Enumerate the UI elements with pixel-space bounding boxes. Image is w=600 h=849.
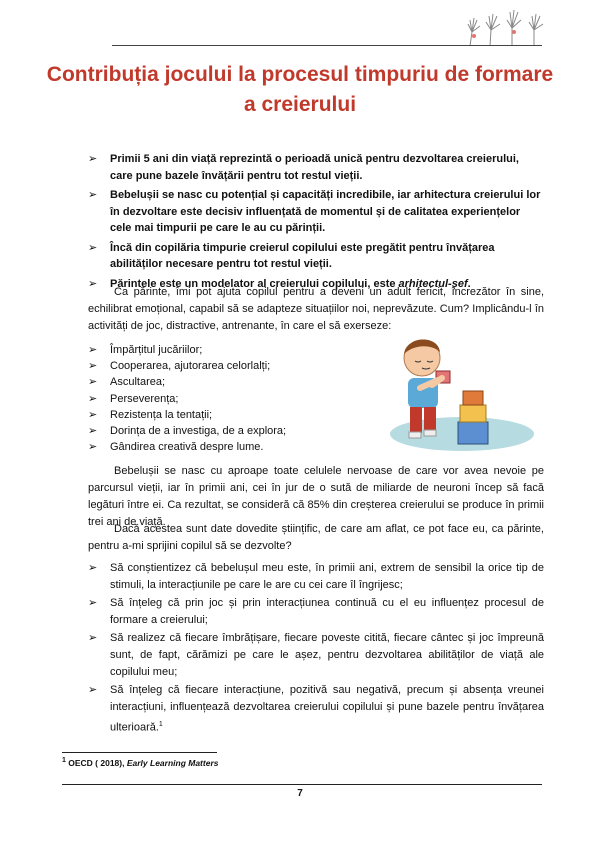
emphasis-text: arhitectul-șef [398,277,468,290]
list-item: ➢ Gândirea creativă despre lume. [88,439,348,455]
list-item: ➢ Să realizez că fiecare îmbrățișare, fiecare poveste citită, fiecare cântec și joc împreună sunt, de fapt, cărămizi pe care le așez, pentru dezvoltarea abilităților de viață ale copilului meu; [88,632,544,678]
list-item: ➢ Împărțitul jucăriilor; [88,342,348,358]
arrow-bullet-icon: ➢ [88,277,98,290]
list-item: ➢ Ascultarea; [88,374,348,390]
list-item: ➢ Dorința de a investiga, de a explora; [88,423,348,439]
raised-hands-logo-icon [464,6,546,48]
title-line-2: a creierului [243,93,357,116]
list-item: ➢ Să conștientizez că bebelușul meu este, în primii ani, extrem de sensibil la orice tip de stimuli, la interacțiunile pe care le are cu cei care îl îngrijesc; [88,562,544,591]
arrow-bullet-icon: ➢ [88,632,98,644]
paragraph-neurons: Bebelușii se nasc cu aproape toate celulele nervoase de care vor avea nevoie pe parcursul vieții, iar în primii ani, cei în jur de o sută de miliarde de neuroni încep să facă legături între ei. Ca rezultat, se consideră că 85% din creșterea creierului se produce în primii trei ani de viață. [88,465,544,528]
arrow-bullet-icon: ➢ [88,376,98,389]
arrow-bullet-icon: ➢ [88,360,98,373]
footnote: $^1$ OECD ( 2018), Early Learning Matters [62,757,219,768]
arrow-bullet-icon: ➢ [88,562,98,574]
header-rule [112,45,542,46]
list-item: ➢ Să înțeleg că prin joc și prin interacțiunea continuă cu el eu influențez procesul de formare a creierului; [88,597,544,626]
parent-actions-list [88,560,544,738]
list-item: ➢ Părintele este un modelator al creierului copilului, este arhitectul-șef. [88,276,544,293]
key-points-list [88,151,544,295]
arrow-bullet-icon: ➢ [88,344,98,356]
page-number: 7 [297,788,303,799]
list-item: ➢ Să înțeleg că fiecare interacțiune, pozitivă sau negativă, precum și absența vreunei interacțiuni, influențează dezvoltarea creierului copilului și pune bazele pentru învățarea ulterioară.$^1$ [88,684,544,734]
arrow-bullet-icon: ➢ [88,425,98,438]
arrow-bullet-icon: ➢ [88,408,98,421]
arrow-bullet-icon: ➢ [88,153,98,165]
arrow-bullet-icon: ➢ [88,441,98,454]
footnote-separator [62,752,217,753]
arrow-bullet-icon: ➢ [88,392,98,405]
list-item: ➢ Rezistența la tentații; [88,407,348,423]
arrow-bullet-icon: ➢ [88,597,98,609]
skills-list [88,342,348,455]
title-line-1: Contribuția jocului la procesul timpuriu de formare [46,63,554,86]
boy-stacking-blocks-illustration [380,330,545,455]
list-item: ➢ Încă din copilăria timpurie creierul copilului este pregătit pentru învățarea abilităților necesare pentru tot restul vieții. [88,241,495,270]
list-item: ➢ Primii 5 ani din viață reprezintă o perioadă unică pentru dezvoltarea creierului, care pune bazele învățării pentru tot restul vieții. [88,153,519,182]
paragraph-question: Dacă acestea sunt date dovedite științific, de care am aflat, ce pot face eu, ca părinte, pentru a-mi sprijini copilul să se dezvolte? [88,523,544,552]
footer-rule [62,784,542,785]
list-item: ➢ Bebelușii se nasc cu potențial și capacități incredibile, iar arhitectura creierului lor în dezvoltare este decisiv influențată de momentul și de calitatea experiențelor cele mai timpurii pe care le au cu părinții. [88,189,541,234]
list-item: ➢ Cooperarea, ajutorarea celorlalți; [88,358,348,374]
paragraph-intro: Ca părinte, îmi pot ajuta copilul pentru a deveni un adult fericit, încrezător în sine, echilibrat emoțional, capabil să se adapteze situațiilor noi, neprevăzute. Cum? Implicându-l în activități de joc, distractive, antrenante, în care el să exerseze: [88,286,544,332]
arrow-bullet-icon: ➢ [88,189,98,201]
arrow-bullet-icon: ➢ [88,241,98,254]
footnote-reference: 1 [158,721,163,728]
arrow-bullet-icon: ➢ [88,684,98,696]
page-title [40,60,560,120]
list-item: ➢ Perseverența; [88,391,348,407]
